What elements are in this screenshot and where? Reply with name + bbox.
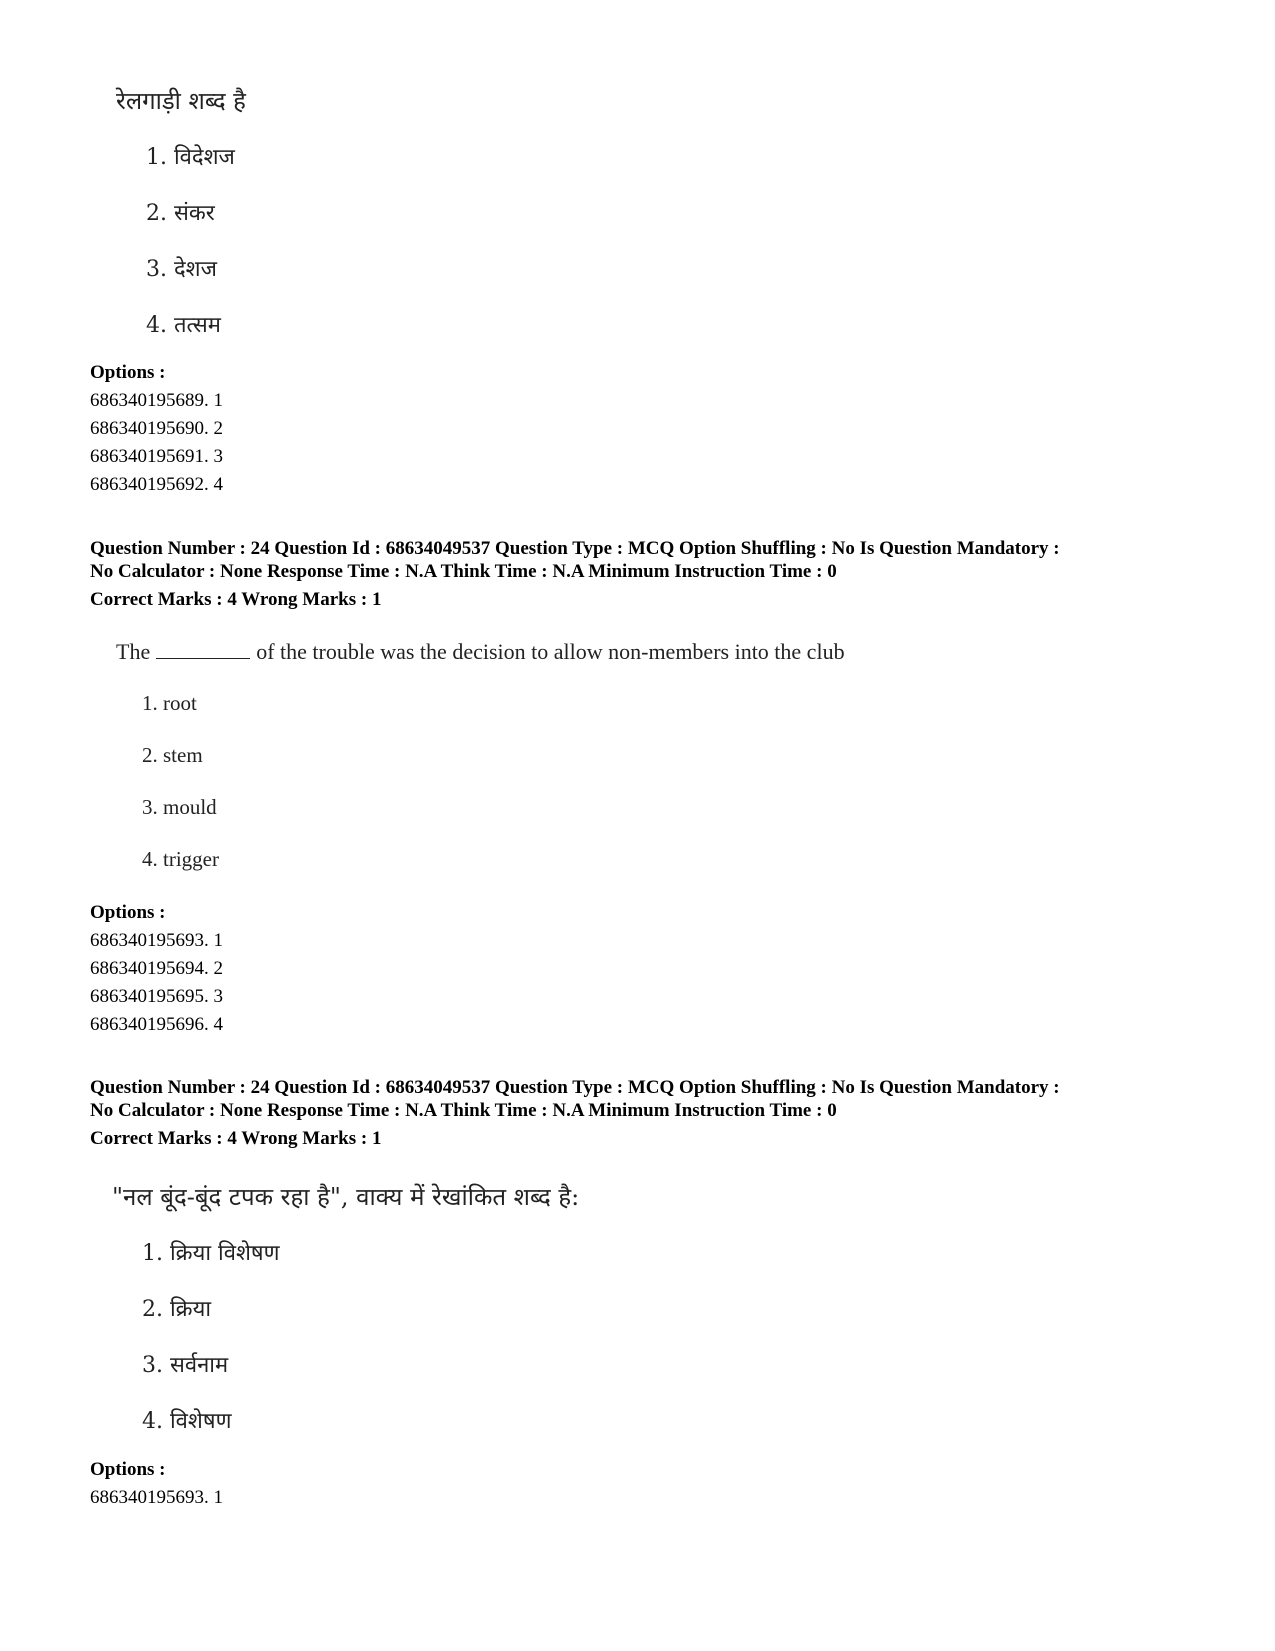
choice-1-2: 2. संकर xyxy=(146,201,215,226)
question-text-2 xyxy=(116,638,845,665)
choice-3-4: 4. विशेषण xyxy=(142,1409,232,1434)
option-id-2-4: 686340195696. 4 xyxy=(90,1014,223,1035)
choice-1-1: 1. विदेशज xyxy=(146,145,235,170)
options-label-2: Options : xyxy=(90,902,166,923)
options-label-3: Options : xyxy=(90,1459,166,1480)
option-id-1-4: 686340195692. 4 xyxy=(90,474,223,495)
choice-3-3: 3. सर्वनाम xyxy=(142,1353,229,1378)
choice-2-3: 3. mould xyxy=(142,795,217,819)
option-id-3-1: 686340195693. 1 xyxy=(90,1487,223,1508)
question-meta-2-line1: Question Number : 24 Question Id : 68634049537 Question Type : MCQ Option Shuffling : No Is Question Mandatory : xyxy=(90,538,1060,559)
option-id-2-3: 686340195695. 3 xyxy=(90,986,223,1007)
marks-line-3: Correct Marks : 4 Wrong Marks : 1 xyxy=(90,1128,382,1149)
choice-2-1: 1. root xyxy=(142,691,197,715)
choice-1-4: 4. तत्सम xyxy=(146,313,221,338)
marks-line-2: Correct Marks : 4 Wrong Marks : 1 xyxy=(90,589,382,610)
choice-3-1: 1. क्रिया विशेषण xyxy=(142,1241,280,1266)
question-suffix: of the trouble was the decision to allow non-members into the club xyxy=(256,639,845,664)
options-label-1: Options : xyxy=(90,362,166,383)
question-meta-3-line2: No Calculator : None Response Time : N.A Think Time : N.A Minimum Instruction Time : 0 xyxy=(90,1100,837,1121)
question-meta-3-line1: Question Number : 24 Question Id : 68634049537 Question Type : MCQ Option Shuffling : No Is Question Mandatory : xyxy=(90,1077,1060,1098)
option-id-1-3: 686340195691. 3 xyxy=(90,446,223,467)
option-id-1-1: 686340195689. 1 xyxy=(90,390,223,411)
question-text-3: "नल बूंद-बूंद टपक रहा है", वाक्य में रेखांकित शब्द है: xyxy=(112,1183,580,1211)
option-id-1-2: 686340195690. 2 xyxy=(90,418,223,439)
answer-blank xyxy=(156,638,250,659)
option-id-2-2: 686340195694. 2 xyxy=(90,958,223,979)
choice-2-4: 4. trigger xyxy=(142,847,219,871)
question-text-1: रेलगाड़ी शब्द है xyxy=(116,87,246,115)
option-id-2-1: 686340195693. 1 xyxy=(90,930,223,951)
choice-2-2: 2. stem xyxy=(142,743,203,767)
choice-3-2: 2. क्रिया xyxy=(142,1297,212,1322)
question-meta-2-line2: No Calculator : None Response Time : N.A Think Time : N.A Minimum Instruction Time : 0 xyxy=(90,561,837,582)
question-prefix: The xyxy=(116,639,151,664)
choice-1-3: 3. देशज xyxy=(146,257,217,282)
